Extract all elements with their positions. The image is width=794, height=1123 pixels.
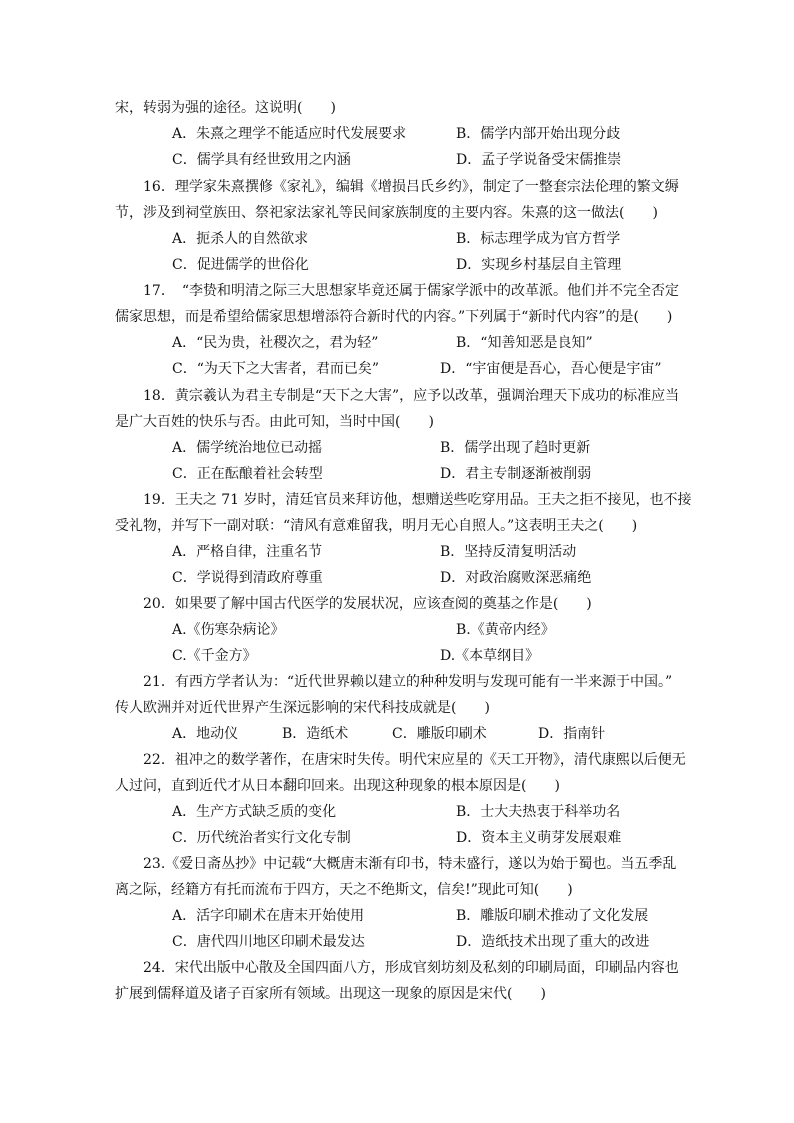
option-18-a: A．儒学统治地位已动摇 <box>172 440 323 456</box>
option-19-b: B．坚持反清复明活动 <box>440 544 577 560</box>
option-15-a: A．朱熹之理学不能适应时代发展要求 <box>172 126 407 142</box>
question-18-line-1: 18．黄宗羲认为君主专制是“天下之大害”，应予以改革，强调治理天下成功的标准应当 <box>143 388 680 404</box>
option-22-d: D．资本主义萌芽发展艰难 <box>456 830 622 846</box>
option-18-d: D．君主专制逐渐被削弱 <box>440 466 592 482</box>
option-23-a: A．活字印刷术在唐末开始使用 <box>172 908 365 924</box>
option-17-b: B．“知善知恶是良知” <box>456 335 593 351</box>
question-17-line-1: 17． “李贽和明清之际三大思想家毕竟还属于儒家学派中的改革派。他们并不完全否定 <box>143 283 679 299</box>
option-17-d: D．“宇宙便是吾心，吾心便是宇宙” <box>440 361 662 377</box>
option-21-a: A．地动仪 <box>172 726 239 742</box>
option-18-b: B．儒学出现了趋时更新 <box>440 440 591 456</box>
option-19-d: D．对政治腐败深恶痛绝 <box>440 570 592 586</box>
option-20-a: A.《伤寒杂病论》 <box>172 622 285 638</box>
question-21-line-2: 传人欧洲并对近代世界产生深远影响的宋代科技成就是( ) <box>115 700 490 716</box>
option-22-b: B．士大夫热衷于科举功名 <box>456 804 621 820</box>
question-23-line-1: 23.《爱日斋丛抄》中记载“大概唐末渐有印书，特未盛行，遂以为始于蜀也。当五季乱 <box>143 856 677 872</box>
question-16-line-2: 节，涉及到祠堂族田、祭祀家法家礼等民间家族制度的主要内容。朱熹的这一做法( ) <box>115 205 658 221</box>
question-23-line-2: 离之际，经籍方有托而流布于四方，天之不绝斯文，信矣!”现此可知( ) <box>115 882 573 898</box>
question-22-line-1: 22．祖冲之的数学著作，在唐宋时失传。明代宋应星的《天工开物》，清代康熙以后便无 <box>143 752 686 768</box>
option-19-c: C．学说得到清政府尊重 <box>172 570 323 586</box>
question-20: 20．如果要了解中国古代医学的发展状况，应该查阅的奠基之作是( ) <box>143 596 592 612</box>
option-22-c: C．历代统治者实行文化专制 <box>172 830 351 846</box>
question-16-line-1: 16．理学家朱熹撰修《家礼》，编辑《增损吕氏乡约》，制定了一整套宗法伦理的繁文缛 <box>143 179 679 195</box>
question-24-line-1: 24．宋代出版中心散及全国四面八方，形成官刻坊刻及私刻的印刷局面，印刷品内容也 <box>143 960 679 976</box>
question-17-line-2: 儒家思想，而是希望给儒家思想增添符合新时代的内容。”下列属于“新时代内容”的是( ) <box>115 309 673 325</box>
option-15-b: B．儒学内部开始出现分歧 <box>456 126 621 142</box>
question-22-line-2: 人过问，直到近代才从日本翻印回来。出现这种现象的根本原因是( ) <box>115 778 560 794</box>
option-21-d: D．指南针 <box>538 726 606 742</box>
option-20-d: D.《本草纲目》 <box>440 648 540 664</box>
question-15-continuation: 宋，转弱为强的途径。这说明( ) <box>115 100 336 116</box>
option-19-a: A．严格自律，注重名节 <box>172 544 323 560</box>
option-22-a: A．生产方式缺乏质的变化 <box>172 804 337 820</box>
option-23-c: C．唐代四川地区印刷术最发达 <box>172 934 365 950</box>
option-17-a: A．“民为贵，社稷次之，君为轻” <box>172 335 379 351</box>
option-16-b: B．标志理学成为官方哲学 <box>456 231 621 247</box>
option-16-d: D．实现乡村基层自主管理 <box>456 257 622 273</box>
question-21-line-1: 21．有西方学者认为：“近代世界赖以建立的种种发明与发现可能有一半来源于中国。” <box>143 674 673 690</box>
option-15-c: C．儒学具有经世致用之内涵 <box>172 152 351 168</box>
question-24-line-2: 扩展到儒释道及诸子百家所有领域。出现这一现象的原因是宋代( ) <box>115 986 546 1002</box>
option-15-d: D．孟子学说备受宋儒推崇 <box>456 152 622 168</box>
question-19-line-2: 受礼物，并写下一副对联：“清风有意难留我，明月无心自照人。”这表明王夫之( ) <box>115 518 638 534</box>
option-21-c: C．雕版印刷术 <box>392 726 487 742</box>
option-23-d: D．造纸技术出现了重大的改进 <box>456 934 650 950</box>
question-19-line-1: 19．王夫之 71 岁时，清廷官员来拜访他，想赠送些吃穿用品。王夫之拒不接见，也不接 <box>143 492 692 508</box>
option-16-c: C．促进儒学的世俗化 <box>172 257 309 273</box>
option-20-c: C.《千金方》 <box>172 648 257 664</box>
question-18-line-2: 是广大百姓的快乐与否。由此可知，当时中国( ) <box>115 414 434 430</box>
option-23-b: B．雕版印刷术推动了文化发展 <box>456 908 649 924</box>
option-16-a: A．扼杀人的自然欲求 <box>172 231 309 247</box>
option-18-c: C．正在酝酿着社会转型 <box>172 466 323 482</box>
option-17-c: C．“为天下之大害者，君而已矣” <box>172 361 380 377</box>
option-21-b: B．造纸术 <box>282 726 349 742</box>
option-20-b: B.《黄帝内经》 <box>456 622 555 638</box>
